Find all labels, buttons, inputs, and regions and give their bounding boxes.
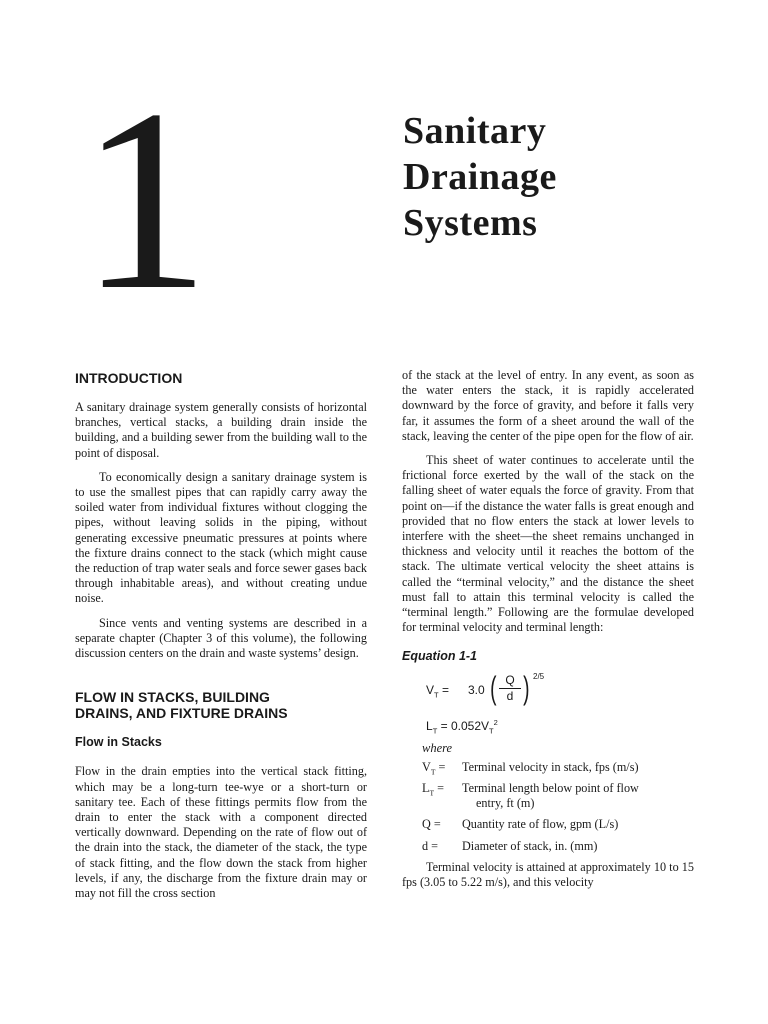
- terminal-length-formula: [426, 715, 694, 739]
- definition-row: [422, 760, 694, 775]
- equation-label: Equation 1-1: [402, 649, 478, 664]
- definition-row: [422, 817, 694, 832]
- flow-heading-line-1: FLOW IN STACKS, BUILDING: [75, 689, 270, 706]
- fraction-numerator: Q: [499, 673, 521, 689]
- definition-symbol: $L_T$ =: [422, 781, 444, 798]
- chapter-number: 1: [80, 56, 206, 344]
- right-paragraph-1: of the stack at the level of entry. In any event, as soon as the water enters the stack, it is rapidly accelerated downward by the force of gravity, and before it falls very far, it assumes the form of a sheet around the wall of the stack, leaving the center of the pipe open for the flow of air.: [402, 368, 694, 443]
- where-label: where: [422, 740, 453, 755]
- formula-exponent: 2/5: [533, 671, 545, 681]
- chapter-title-line: Systems: [403, 202, 538, 244]
- formula-lhs: $V_T$ =: [426, 682, 449, 700]
- formula-fraction: [499, 673, 521, 704]
- intro-paragraph-3: Since vents and venting systems are described in a separate chapter (Chapter 3 of this volume), the following discussion centers on the drain and waste systems’ design.: [75, 615, 367, 661]
- left-column: [75, 368, 367, 910]
- terminal-velocity-formula: [426, 671, 694, 711]
- definition-row: [422, 839, 694, 854]
- definition-symbol: $V_T$ =: [422, 759, 446, 777]
- definition-text: Terminal velocity in stack, fps (m/s): [462, 759, 639, 774]
- right-paragraph-2: This sheet of water continues to accelerate until the frictional force exerted by the wall of the stack on the falling sheet of water equals the force of gravity. From that point on—if the distance the water falls is great enough and provided that no flow enters the stack at lower levels to interfere with the sheet—the sheet remains unchanged in thickness and velocity until it reaches the bottom of the stack. The ultimate vertical velocity the sheet attains is called the “terminal velocity,” and the distance the sheet must fall to attain this terminal velocity is called the “terminal length.” Following are the formulae developed for terminal velocity and terminal length:: [402, 453, 694, 635]
- chapter-title-line: Drainage: [403, 156, 557, 198]
- right-paragraph-3: Terminal velocity is attained at approximately 10 to 15 fps (3.05 to 5.22 m/s), and this velocity: [402, 859, 694, 890]
- definition-symbol: d =: [422, 838, 439, 853]
- flow-paragraph-1: Flow in the drain empties into the vertical stack fitting, which may be a long-turn tee-wye or a short-turn or sanitary tee. Each of these fittings permits flow from the drain to enter the stack with a component directed vertically downward. Depending on the rate of flow out of the drain into the stack, the diameter of the stack, the type of stack fitting, and the flow down the stack from higher levels, if any, the discharge from the fixture drain may or may not fill the cross section: [75, 764, 367, 901]
- flow-section-heading: [75, 689, 367, 721]
- definition-text: Quantity rate of flow, gpm (L/s): [462, 817, 619, 832]
- variable-definitions: [422, 760, 694, 854]
- definition-text: Diameter of stack, in. (mm): [462, 838, 598, 853]
- chapter-title: [403, 108, 557, 246]
- definition-text: Terminal length below point of flow entry, ft (m): [462, 781, 639, 811]
- formula-lhs: $L_T = 0.052V_T^2$: [426, 717, 498, 736]
- flow-heading-line-2: DRAINS, AND FIXTURE DRAINS: [75, 705, 288, 722]
- fraction-denominator: d: [506, 688, 514, 703]
- right-column: [402, 368, 694, 899]
- right-paren: ): [523, 669, 530, 706]
- intro-paragraph-2: To economically design a sanitary drainage system is to use the smallest pipes that can rapidly carry away the soiled water from individual fixtures without clogging the pipes, without leaving solids in the piping, without generating excessive pneumatic pressures at points where the fixture drains connect to the stack (which might cause the reduction of trap water seals and force sewer gases back through inhabitable areas), and without creating undue noise.: [75, 469, 367, 606]
- definition-symbol: Q =: [422, 817, 441, 832]
- flow-in-stacks-heading: Flow in Stacks: [75, 735, 162, 750]
- left-paren: (: [490, 669, 497, 706]
- definition-row: [422, 781, 694, 811]
- formula-coefficient: 3.0: [468, 682, 485, 697]
- chapter-title-line: Sanitary: [403, 110, 547, 152]
- intro-paragraph-1: A sanitary drainage system generally consists of horizontal branches, vertical stacks, a building drain inside the building, and a building sewer from the building wall to the point of disposal.: [75, 400, 367, 460]
- introduction-heading: INTRODUCTION: [75, 370, 183, 386]
